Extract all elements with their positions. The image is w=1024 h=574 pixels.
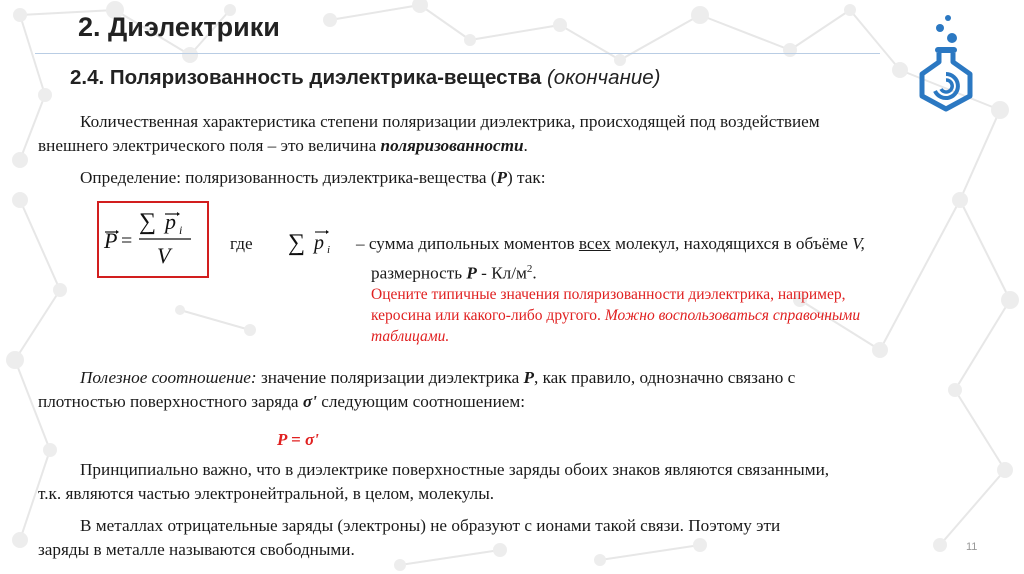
formula-p: p [165,209,176,234]
useful-line2-text: плотностью поверхностного заряда [38,392,303,411]
sum-desc-text: – сумма дипольных моментов [356,234,579,253]
formula-equals: = [121,230,133,252]
paragraph-bound-charges-line2: т.к. являются частью электронейтральной, в целом, молекулы. [38,484,495,503]
intro-period: . [523,136,528,155]
task-line1: Оцените типичные значения поляризованности диэлектрика, например, [371,286,846,303]
where-label: где [230,234,253,253]
definition-line [80,166,546,190]
sum-subscript: i [327,244,331,256]
paragraph-metals-line2: заряды в металле называются свободными. [38,540,355,559]
slide-title: 2. Диэлектрики [78,12,280,42]
sum-desc-volume: V, [852,234,865,253]
sum-expression [286,222,346,256]
title-divider [35,53,880,54]
dimension-line [371,257,537,286]
formula-lhs: P [104,228,118,253]
useful-text1: значение поляризации диэлектрика [256,368,524,387]
dimension-symbol: P [466,263,477,283]
formula-subscript: i [179,223,183,237]
useful-relation-line2 [38,390,525,414]
sum-desc-all: всех [578,234,611,253]
paragraph-intro-line1: Количественная характеристика степени поляризации диэлектрика, происходящей под воздействием [80,112,820,131]
sum-desc-rest: молекул, находящихся в объёме [610,234,853,253]
useful-relation-line1 [80,366,795,390]
sum-symbol: ∑ [288,230,306,256]
paragraph-bound-charges-line1: Принципиально важно, что в диэлектрике поверхностные заряды обоих знаков являются связанными, [80,460,830,479]
dimension-text: размерность [371,263,467,283]
formula-sum: ∑ [139,209,157,235]
section-subtitle [70,66,660,90]
sum-description [356,232,865,256]
task-line2 [371,305,860,326]
definition-symbol: P [496,168,508,187]
definition-text: Определение: поляризованность диэлектрика-вещества ( [80,168,497,187]
relation-formula: P = σ' [277,430,319,449]
definition-end: ) так: [507,168,546,187]
dimension-end: . [532,263,537,283]
useful-symbol-P: P [523,368,534,387]
useful-text2: , как правило, однозначно связано с [534,368,796,387]
paragraph-metals-line1: В металлах отрицательные заряды (электроны) не образуют с ионами такой связи. Поэтому эти [80,516,781,535]
intro-text: внешнего электрического поля – это величина [38,136,381,155]
dimension-unit: - Кл/м [476,263,527,283]
task-line3-italic: таблицами. [371,328,450,345]
sum-p: p [314,232,324,254]
subtitle-main: 2.4. Поляризованность диэлектрика-вещества [70,66,542,89]
polarization-formula [99,203,203,272]
subtitle-note: (окончание) [546,66,661,89]
task-line2-italic: Можно воспользоваться справочными [600,307,861,324]
task-note [371,284,860,347]
page-number: 11 [966,541,978,553]
task-line2-plain: керосина или какого-либо другого. [371,307,601,324]
dimension-exponent: 2 [526,263,533,275]
formula-volume: V [157,243,171,268]
flask-icon [908,12,984,112]
useful-line2-end: следующим соотношением: [316,392,526,411]
paragraph-intro-line2 [38,134,528,158]
useful-label: Полезное соотношение: [80,368,257,387]
term-polarization: поляризованности [380,136,524,155]
useful-sigma: σ' [302,392,317,411]
